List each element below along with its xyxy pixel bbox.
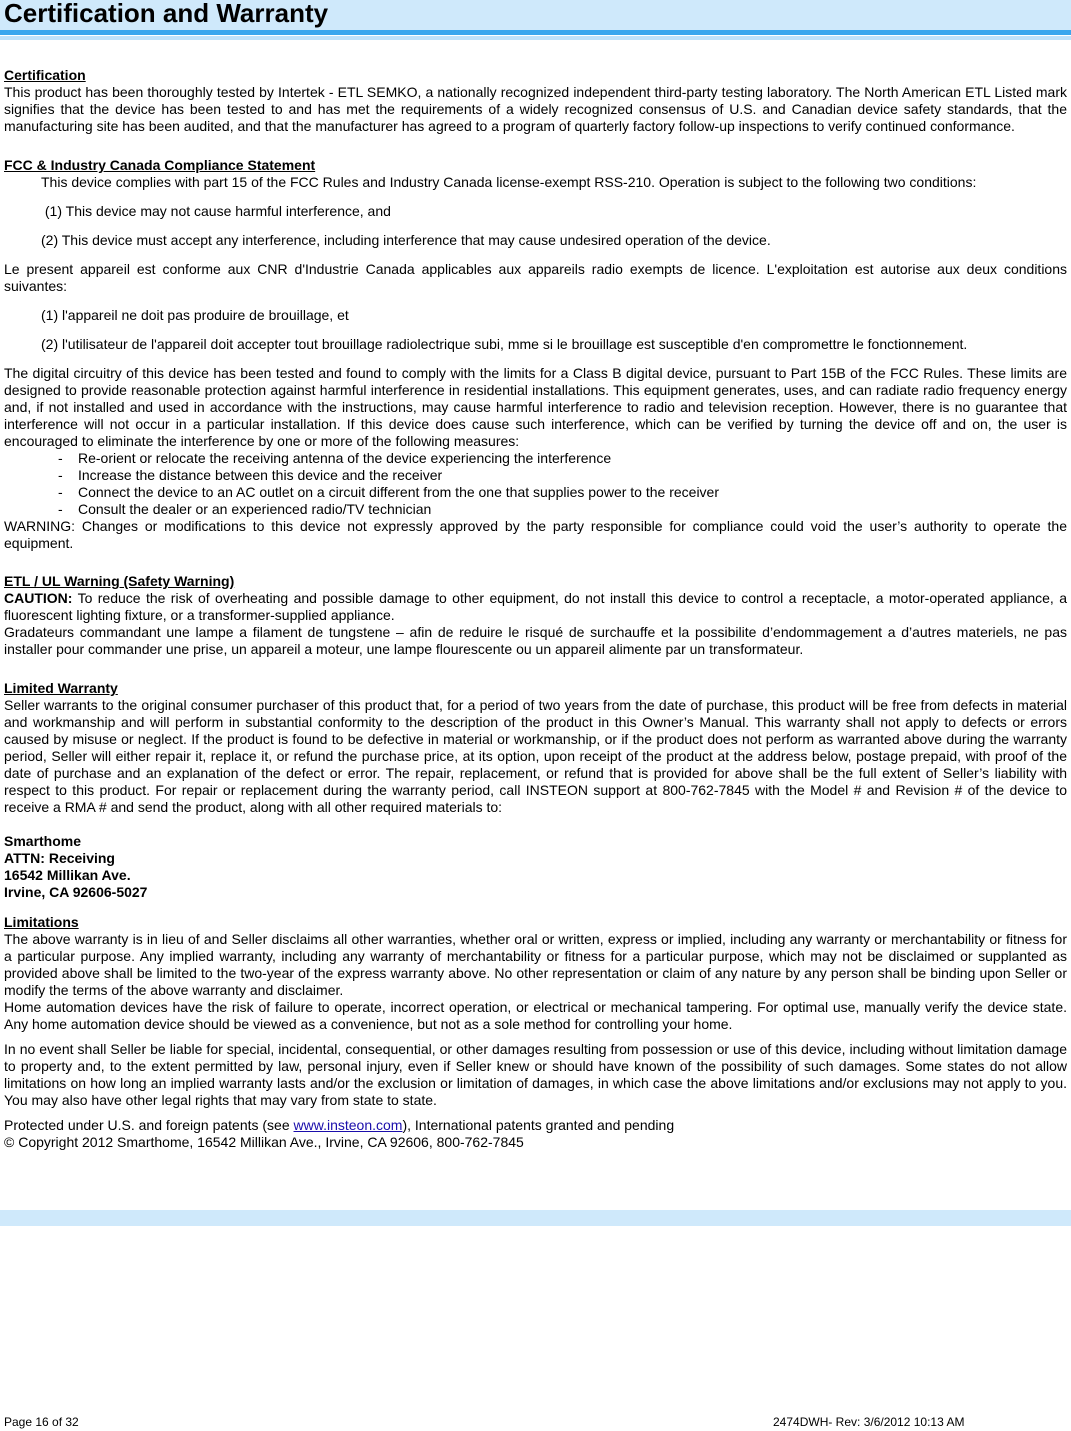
fcc-digital-text: The digital circuitry of this device has been tested and found to comply with the limits for a Class B digital device, pursuant to Part 15B of the FCC Rules. These limits are designed to provide reasonable protection against harmful interference in residential installations. This equipment generates, uses, and can radiate radio frequency energy and, if not installed and used in accordance with the instructions, may cause harmful interference to radio and television reception. However, there is no guarantee that interference will not occur in a particular installation. If this device does cause such interference, which can be verified by turning the device off and on, the user is encouraged to eliminate the interference by one or more of the following measures: [4,365,1067,449]
caution-label: CAUTION: [4,590,73,606]
fcc-heading: FCC & Industry Canada Compliance Statement [4,157,316,173]
fcc-condition-2: (2) This device must accept any interference, including interference that may cause undesired operation of the device. [41,232,771,248]
fcc-french-condition-2: (2) l'utilisateur de l'appareil doit accepter tout brouillage radiolectrique subi, mme si le brouillage est susceptible d'en compromettre le fonctionnement. [41,336,968,352]
title-rule [0,30,1071,35]
fcc-intro: This device complies with part 15 of the FCC Rules and Industry Canada license-exempt RSS-210. Operation is subject to the following two conditions: [41,174,977,190]
list-item: - Increase the distance between this device and the receiver [58,467,443,483]
title-band [0,0,1071,30]
fcc-french-intro: Le present appareil est conforme aux CNR d'Industrie Canada applicables aux appareils radio exempts de licence. L'exploitation est autorise aux deux conditions suivantes: [4,261,1067,294]
list-item: - Re-orient or relocate the receiving antenna of the device experiencing the interference [58,450,612,466]
mailing-address: Smarthome ATTN: Receiving 16542 Millikan Ave. Irvine, CA 92606-5027 [4,833,148,900]
warranty-heading: Limited Warranty [4,680,118,696]
fcc-french-condition-1: (1) l'appareil ne doit pas produire de brouillage, et [41,307,349,323]
fcc-condition-1: (1) This device may not cause harmful interference, and [41,203,391,219]
fcc-warning: WARNING: Changes or modifications to this device not expressly approved by the party responsible for compliance could void the user’s authority to operate the equipment. [4,518,1067,551]
copyright: © Copyright 2012 Smarthome, 16542 Millikan Ave., Irvine, CA 92606, 800-762-7845 [4,1134,524,1150]
limitations-heading: Limitations [4,914,79,930]
etl-caution: CAUTION: To reduce the risk of overheating and possible damage to other equipment, do not install this device to control a receptacle, a motor-operated appliance, a fluorescent lighting fixture, or a transformer-supplied appliance. [4,590,1067,623]
list-item: - Connect the device to an AC outlet on a circuit different from the one that supplies power to the receiver [58,484,719,500]
list-item: - Consult the dealer or an experienced radio/TV technician [58,501,432,517]
insteon-link[interactable]: www.insteon.com [293,1117,403,1133]
etl-french: Gradateurs commandant une lampe a filament de tungstene – afin de reduire le risqué de surchauffe et la possibilite d’endommagement a d’autres materiels, ne pas installer pour commander une prise, un appareil a moteur, une lampe flourescente ou un appareil alimente par un transformateur. [4,624,1067,657]
page-title: Certification and Warranty [4,0,329,28]
measures-list [4,450,1067,518]
revision-info: 2474DWH- Rev: 3/6/2012 10:13 AM [773,1415,965,1429]
limitations-text-1: The above warranty is in lieu of and Seller disclaims all other warranties, whether oral or written, express or implied, including any warranty or merchantability or fitness for a particular purpose. Any implied warranty, including any warranty of merchantability or fitness for a particular purpose, which may not be disclaimed or supplanted as provided above shall be limited to the two-year of the express warranty above. No other representation or claim of any nature by any person shall be binding upon Seller or modify the terms of the above warranty and disclaimer. [4,931,1067,998]
warranty-text: Seller warrants to the original consumer purchaser of this product that, for a period of two years from the date of purchase, this product will be free from defects in material and workmanship and will perform in substantial conformity to the description of the product in this Owner’s Manual. This warranty shall not apply to defects or errors caused by misuse or neglect. If the product is found to be defective in material or workmanship, or if the product does not perform as warranted above during the warranty period, Seller will either repair it, replace it, or refund the purchase price, at its option, upon receipt of the product at the address below, postage prepaid, with proof of the date of purchase and an explanation of the defect or error. The repair, replacement, or refund that is provided for above shall be the full extent of Seller’s liability with respect to this product. For repair or replacement during the warranty period, call INSTEON support at 800-762-7845 with the Model # and Revision # of the device to receive a RMA # and send the product, along with all other required materials to: [4,697,1067,815]
title-rule-light [0,36,1071,40]
limitations-text-3: In no event shall Seller be liable for special, incidental, consequential, or other damages resulting from possession or use of this device, including without limitation damage to property and, to the extent permitted by law, personal injury, even if Seller knew or should have known of the possibility of such damages. Some states do not allow limitations on how long an implied warranty lasts and/or the exclusion or limitation of damages, in which case the above limitations and/or exclusions may not apply to you. You may also have other legal rights that may vary from state to state. [4,1041,1067,1108]
page-number: Page 16 of 32 [4,1415,79,1429]
document-body [4,67,1067,1151]
limitations-text-2: Home automation devices have the risk of failure to operate, incorrect operation, or electrical or mechanical tampering. For optimal use, manually verify the device state. Any home automation device should be viewed as a convenience, but not as a sole method for controlling your home. [4,999,1067,1032]
etl-heading: ETL / UL Warning (Safety Warning) [4,573,235,589]
certification-text: This product has been thoroughly tested by Intertek - ETL SEMKO, a nationally recognized independent third-party testing laboratory. The North American ETL Listed mark signifies that the device has been tested to and has met the requirements of a widely recognized consensus of U.S. and Canadian device safety standards, that the manufacturing site has been audited, and that the manufacturer has agreed to a program of quarterly factory follow-up inspections to verify continued conformance. [4,84,1067,134]
patents-text: Protected under U.S. and foreign patents (see www.insteon.com), International patents granted and pending [4,1117,675,1133]
bottom-band [0,1210,1071,1226]
certification-heading: Certification [4,67,86,83]
